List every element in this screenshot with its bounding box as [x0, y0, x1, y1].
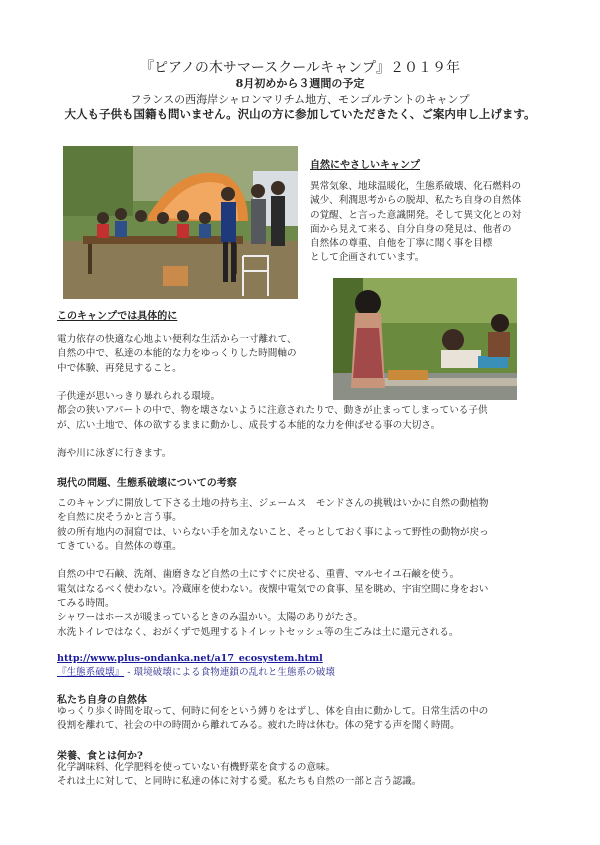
nutrition-line: それは土に対して、と同時に私達の体に対する愛。私たちも自然の一部と言う認識。: [57, 776, 422, 788]
concrete-line: 子供達が思いっきり暴れられる環境。: [57, 391, 221, 403]
concrete-line: 自然の中で、私達の本能的な力をゆっくりした時間軸の: [57, 348, 297, 360]
ecosystem-link-desc: 環境破壊による食物連鎖の乱れと生態系の破壊: [133, 667, 335, 678]
eco-camp-line: の覚醒、と言った意識開発。そして異文化との対: [310, 209, 522, 221]
modern-line: 電気はなるべく使わない。冷蔵庫を使わない。夜懐中電気での食事、星を眺め、宇宙空間に身をおい: [57, 583, 489, 595]
modern-heading: 現代の問題、生態系破壊についての考察: [57, 478, 237, 489]
modern-line: てみる時間。: [57, 598, 115, 610]
modern-line: このキャンプに開放して下さる土地の持ち主、ジェームス モンドさんの挑戦はいかに自然の動植物: [57, 498, 489, 509]
modern-line: シャワーはホースが暖まっているときのみ温かい。太陽のありがたさ。: [57, 612, 363, 624]
modern-line: てきている。自然体の尊重。: [57, 540, 182, 552]
concrete-line: 海や川に泳ぎに行きます。: [57, 448, 172, 460]
eco-camp-line: として企画されています。: [310, 252, 425, 264]
modern-text: [57, 497, 489, 640]
concrete-line: が、広い土地で、体の欲するままに動かし、成長する本能的な力を伸ばせる事の大切さ。: [57, 419, 441, 431]
eco-camp-line: 自然体の尊重、自他を丁寧に聞く事を目標: [310, 238, 493, 250]
concrete-line: 電力依存の快適な心地よい便利な生活から一寸離れて、: [57, 334, 297, 345]
eco-camp-line: 異常気象、地球温暖化，生態系破壊、化石燃料の: [310, 181, 522, 192]
ecosystem-link[interactable]: http://www.plus-ondanka.net/a17_ecosystem.html: [57, 653, 323, 664]
concrete-line: [57, 433, 488, 447]
self-nature-heading: 私たち自身の自然体: [57, 695, 147, 706]
group-photo: [63, 146, 298, 299]
nutrition-text: [57, 761, 421, 790]
page-title: 『ピアノの木サマースクールキャンプ』２０１９年: [140, 60, 460, 76]
eco-camp-heading: 自然にやさしいキャンプ: [310, 160, 420, 171]
concrete-heading: このキャンプでは具体的に: [57, 311, 178, 322]
link-dash: -: [124, 667, 134, 678]
self-nature-line: 役割を離れて、社会の中の時間から離れてみる。疲れた時は休む。体の発する声を聞く時間。: [57, 720, 460, 732]
page-subtitle: 8月初めから３週間の予定: [235, 77, 365, 90]
invitation-line: 大人も子供も国籍も問いません。沢山の方に参加していただきたく、ご案内申し上げます。: [64, 107, 536, 121]
nutrition-line: 化学調味料、化学肥料を使っていない有機野菜を食するの意味。: [57, 762, 336, 773]
modern-line: 水洗トイレではなく、おがくずで処理するトイレットセッシュ等の生ごみは土に還元される。: [57, 626, 459, 638]
eco-camp-text: [310, 180, 521, 266]
modern-line: 自然の中で石鹸、洗剤、歯磨きなど自然の土にすぐに戻せる、重曹、マルセイユ石鹸を使う。: [57, 569, 460, 581]
self-nature-text: [57, 705, 488, 734]
concrete-line: 中で体験、再発見すること。: [57, 362, 182, 374]
modern-line: 彼の所有地内の洞窟では、いらない手を加えないこと、そっとしておく事によって野性の動物が戻っ: [57, 526, 489, 538]
self-nature-line: ゆっくり歩く時間を取って、何時に何をという縛りをはずし、体を自由に動かして。日常生活の中の: [57, 706, 489, 717]
modern-line: を自然に戻そうかと言う事。: [57, 512, 182, 524]
eco-camp-line: 減少、利潤思考からの脱却、私たち自身の自然体: [310, 195, 522, 207]
concrete-text: [57, 333, 488, 462]
ecosystem-link-caption: [57, 666, 335, 680]
location-line: フランスの西海岸シャロンマリチム地方、モンゴルテントのキャンプ: [130, 93, 470, 106]
concrete-line: [57, 376, 488, 390]
nutrition-heading: 栄養、食とは何か?: [57, 751, 143, 762]
eco-camp-line: 面から見えて来る、自分自身の発見は、他者の: [310, 223, 512, 235]
modern-line: [57, 554, 489, 568]
concrete-line: 都会の狭いアパートの中で、物を壊さないように注意されたりで、動きが止まってしまっている子供: [57, 405, 488, 417]
ecosystem-link-label[interactable]: 『生態系破壊』: [57, 667, 125, 678]
